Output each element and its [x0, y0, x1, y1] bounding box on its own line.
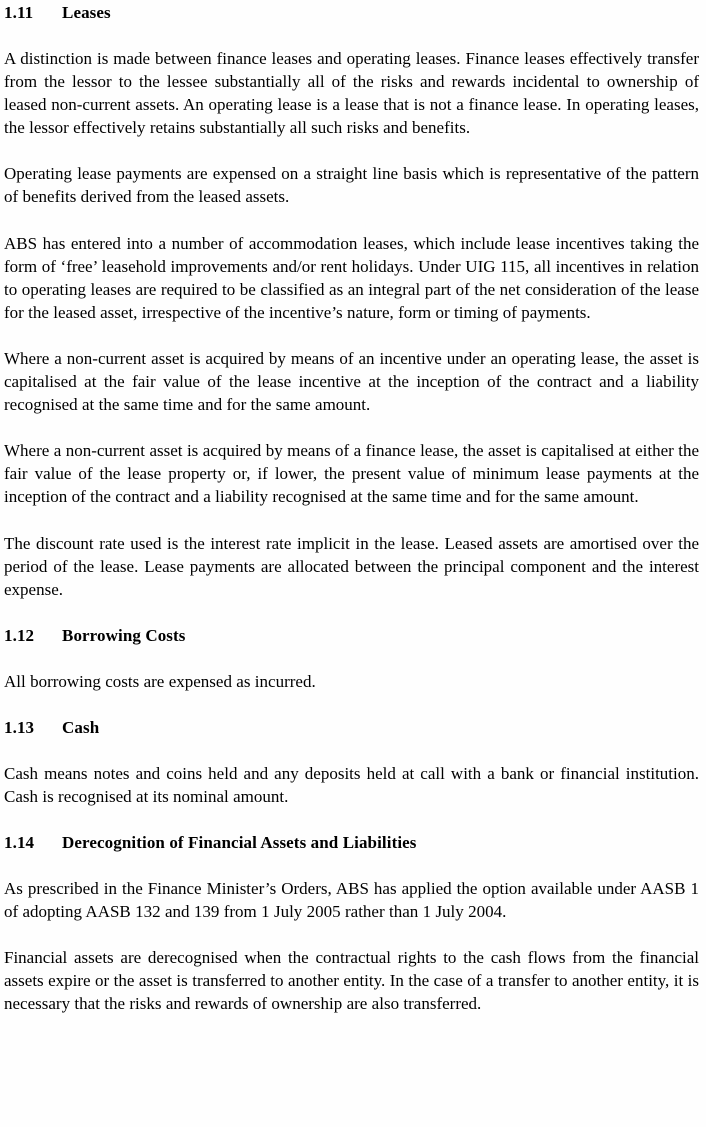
section-title: Derecognition of Financial Assets and Liabilities: [62, 833, 417, 853]
spacer: [4, 416, 699, 439]
spacer: [4, 693, 699, 716]
spacer: [4, 854, 699, 877]
section-heading-1-13: [4, 716, 699, 739]
paragraph: Operating lease payments are expensed on a straight line basis which is representative of the pattern of benefits derived from the leased assets.: [4, 164, 699, 207]
spacer: [4, 209, 699, 232]
section-heading-1-12: [4, 624, 699, 647]
section-number: 1.11: [4, 3, 34, 22]
spacer: [4, 601, 699, 624]
spacer: [4, 139, 699, 162]
spacer: [4, 923, 699, 946]
section-heading-1-14: [4, 831, 699, 854]
section-heading-1-11: [4, 1, 699, 24]
paragraph: Financial assets are derecognised when the contractual rights to the cash flows from the financial assets expire or the asset is transferred to another entity. In the case of a transfer to another entity, it is necessary that the risks and rewards of ownership are also transferred.: [4, 948, 699, 1014]
section-number: 1.13: [4, 717, 35, 737]
paragraph: Cash means notes and coins held and any deposits held at call with a bank or financial institution. Cash is recognised at its nominal amount.: [4, 763, 699, 806]
paragraph: A distinction is made between finance leases and operating leases. Finance leases effectively transfer from the lessor to the lessee substantially all of the risks and rewards incidental to ownership of leased non-current assets. An operating lease is a lease that is not a finance lease. In operating leases, the lessor effectively retains substantially all such risks and benefits.: [4, 49, 699, 138]
section-title: Leases: [62, 3, 111, 22]
paragraph: Where a non-current asset is acquired by means of a finance lease, the asset is capitalised at either the fair value of the lease property or, if lower, the present value of minimum lease payments at the inception of the contract and a liability recognised at the same time and for the same amount.: [4, 441, 699, 507]
paragraph: ABS has entered into a number of accommodation leases, which include lease incentives taking the form of ‘free’ leasehold improvements and/or rent holidays. Under UIG 115, all incentives in relation to operating leases are required to be classified as an integral part of the net consideration of the lease for the leased asset, irrespective of the incentive’s nature, form or timing of payments.: [4, 233, 699, 322]
paragraph: Where a non-current asset is acquired by means of an incentive under an operating lease, the asset is capitalised at the fair value of the lease incentive at the inception of the contract and a liability recognised at the same time and for the same amount.: [4, 348, 699, 415]
spacer: [4, 739, 699, 762]
section-title: Borrowing Costs: [62, 625, 186, 645]
spacer: [4, 509, 699, 532]
section-number: 1.12: [4, 625, 35, 645]
paragraph: As prescribed in the Finance Minister’s Orders, ABS has applied the option available under AASB 1 of adopting AASB 132 and 139 from 1 July 2005 rather than 1 July 2004.: [4, 879, 699, 922]
spacer: [4, 24, 699, 47]
spacer: [4, 324, 699, 347]
spacer: [4, 647, 699, 670]
paragraph: The discount rate used is the interest rate implicit in the lease. Leased assets are amortised over the period of the lease. Lease payments are allocated between the principal component and the interest expense.: [4, 533, 699, 599]
paragraph: All borrowing costs are expensed as incurred.: [4, 671, 316, 691]
section-number: 1.14: [4, 833, 35, 853]
section-title: Cash: [62, 717, 100, 737]
spacer: [4, 808, 699, 831]
document-body: [4, 0, 699, 1016]
